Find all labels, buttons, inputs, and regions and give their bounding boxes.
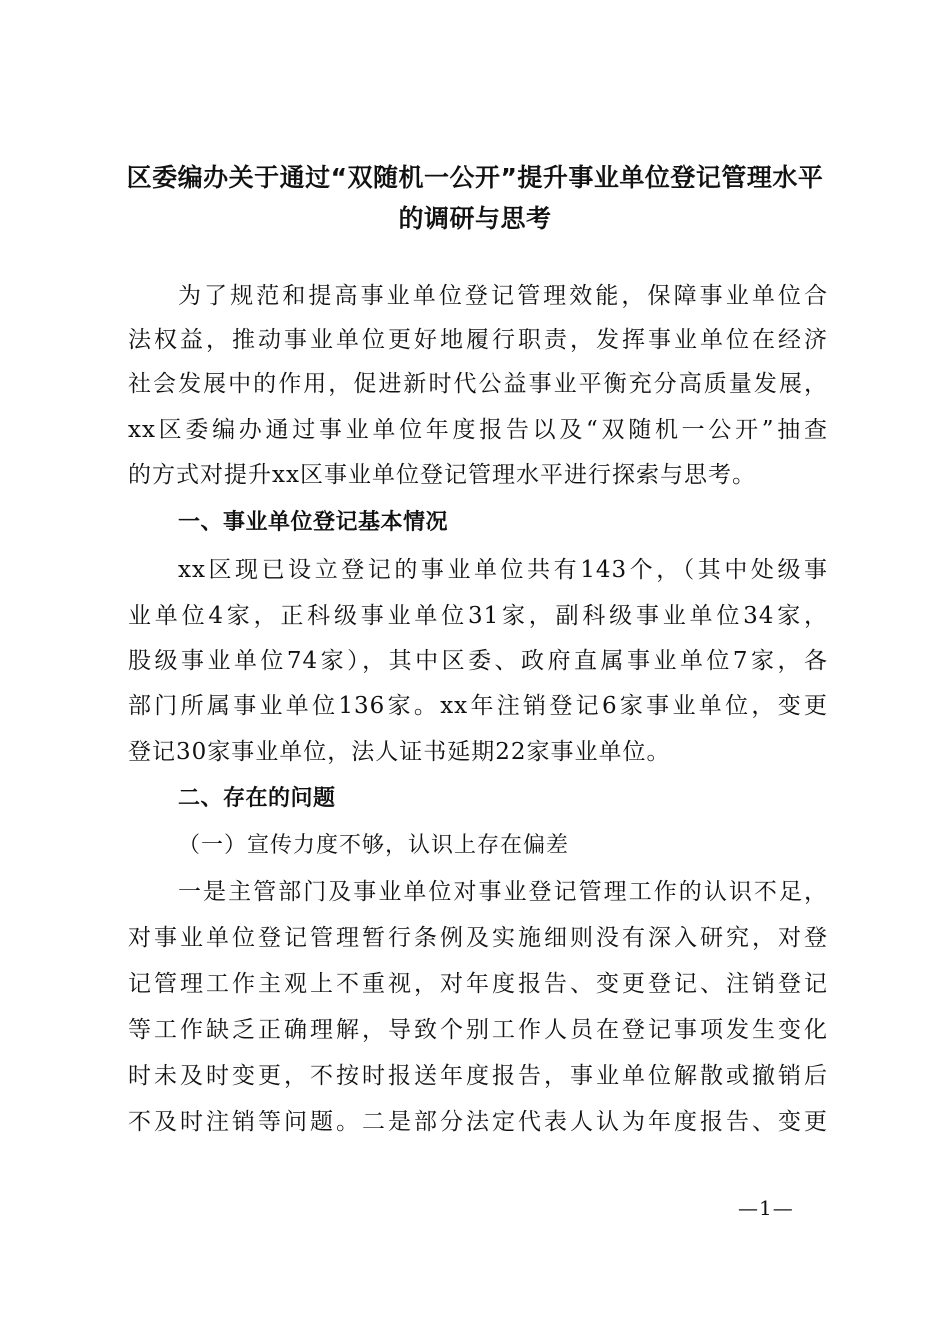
document-title-line-2: 的调研与思考	[398, 204, 552, 233]
section2-line: 时未及时变更，不按时报送年度报告，事业单位解散或撤销后	[128, 1063, 828, 1089]
subsection-heading: （一）宣传力度不够，认识上存在偏差	[178, 833, 570, 858]
section1-line: 业单位4家，正科级事业单位31家，副科级事业单位34家，	[128, 603, 828, 629]
intro-line: 法权益，推动事业单位更好地履行职责，发挥事业单位在经济	[128, 327, 828, 353]
section2-line: 等工作缺乏正确理解，导致个别工作人员在登记事项发生变化	[128, 1017, 828, 1043]
intro-line: 的方式对提升xx区事业单位登记管理水平进行探索与思考。	[128, 462, 756, 488]
intro-line: 社会发展中的作用，促进新时代公益事业平衡充分高质量发展，	[128, 371, 828, 397]
intro-line: 为了规范和提高事业单位登记管理效能，保障事业单位合	[178, 283, 828, 309]
page-number: —1—	[738, 1196, 794, 1220]
section1-line: 部门所属事业单位136家。xx年注销登记6家事业单位，变更	[128, 693, 828, 719]
section2-line: 一是主管部门及事业单位对事业登记管理工作的认识不足，	[178, 879, 828, 905]
document-title-line-1: 区委编办关于通过“双随机一公开”提升事业单位登记管理水平	[126, 163, 824, 192]
section1-line: 登记30家事业单位，法人证书延期22家事业单位。	[128, 739, 671, 765]
section-heading-1: 一、事业单位登记基本情况	[178, 510, 449, 535]
section2-line: 不及时注销等问题。二是部分法定代表人认为年度报告、变更	[128, 1109, 828, 1135]
section2-line: 记管理工作主观上不重视，对年度报告、变更登记、注销登记	[128, 971, 828, 997]
section-heading-2: 二、存在的问题	[178, 786, 336, 811]
section1-line: xx区现已设立登记的事业单位共有143个，（其中处级事	[178, 557, 828, 583]
section2-line: 对事业单位登记管理暂行条例及实施细则没有深入研究，对登	[128, 925, 828, 951]
section1-line: 股级事业单位74家），其中区委、政府直属事业单位7家，各	[128, 648, 828, 674]
intro-line: xx区委编办通过事业单位年度报告以及“双随机一公开”抽查	[128, 417, 828, 443]
